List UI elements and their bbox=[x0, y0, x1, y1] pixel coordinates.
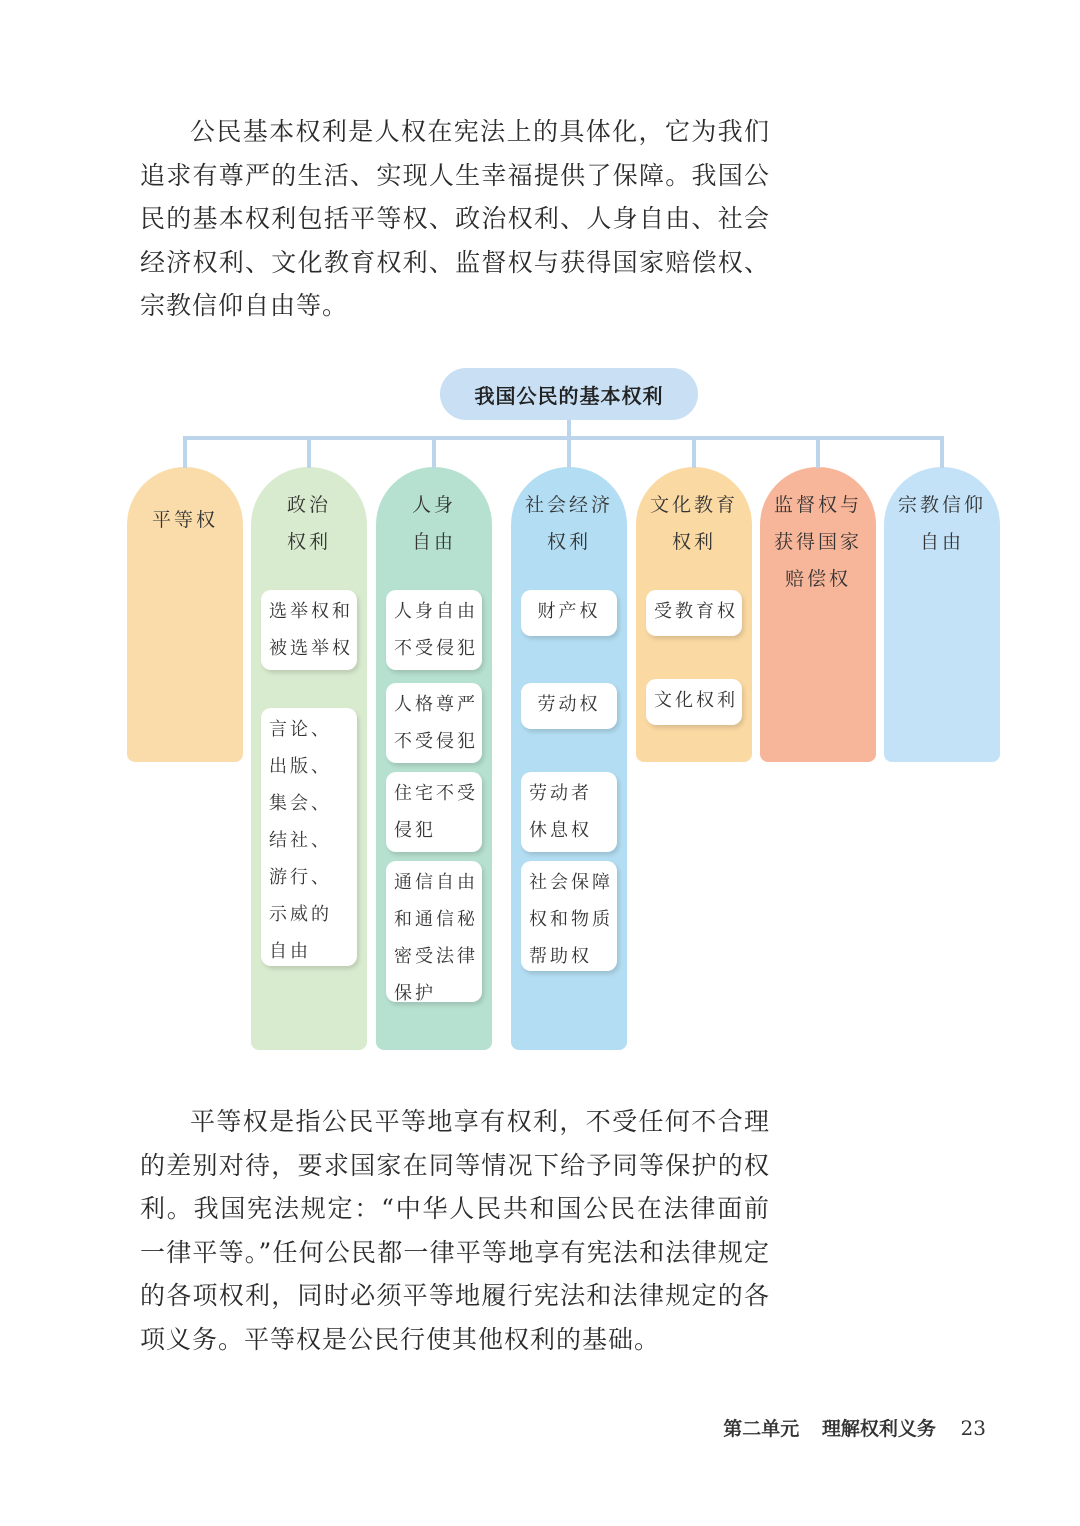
connector-drop bbox=[816, 436, 820, 468]
rights-column-title: 政治 权利 bbox=[286, 494, 331, 553]
rights-column-title: 文化教育 权利 bbox=[649, 494, 738, 553]
right-item: 言论、 出版、 集会、 结社、 游行、 示威的 自由 bbox=[261, 708, 357, 966]
rights-column bbox=[511, 467, 627, 1050]
connector-drop bbox=[567, 436, 571, 468]
page-footer bbox=[707, 1414, 986, 1441]
rights-column-title: 社会经济 权利 bbox=[524, 494, 613, 553]
right-item: 劳动权 bbox=[521, 683, 617, 729]
right-item: 人身自由 不受侵犯 bbox=[386, 590, 482, 670]
rights-column-title: 平等权 bbox=[151, 509, 218, 531]
footer-section: 理解权利义务 bbox=[821, 1418, 936, 1440]
rights-column-title: 宗教信仰 自由 bbox=[897, 494, 986, 553]
connector-horizontal bbox=[184, 436, 944, 440]
intro-paragraph: 公民基本权利是人权在宪法上的具体化，它为我们追求有尊严的生活、实现人生幸福提供了保障。我国公民的基本权利包括平等权、政治权利、人身自由、社会经济权利、文化教育权利、监督权与获得国家赔偿权、宗教信仰自由等。 bbox=[140, 117, 770, 320]
rights-column-title: 监督权与 获得国家 赔偿权 bbox=[773, 494, 862, 590]
right-item: 社会保障 权和物质 帮助权 bbox=[521, 861, 617, 971]
right-item: 财产权 bbox=[521, 590, 617, 636]
right-item: 住宅不受 侵犯 bbox=[386, 772, 482, 852]
rights-column bbox=[636, 467, 752, 762]
diagram-root-node: 我国公民的基本权利 bbox=[440, 368, 698, 420]
rights-column bbox=[376, 467, 492, 1050]
rights-column bbox=[251, 467, 367, 1050]
rights-column bbox=[884, 467, 1000, 762]
connector-drop bbox=[307, 436, 311, 468]
right-item: 受教育权 bbox=[646, 590, 742, 636]
connector-drop bbox=[940, 436, 944, 468]
rights-column bbox=[127, 467, 243, 762]
connector-drop bbox=[432, 436, 436, 468]
page-number: 23 bbox=[960, 1416, 986, 1440]
connector-drop bbox=[183, 436, 187, 468]
right-item: 劳动者 休息权 bbox=[521, 772, 617, 852]
rights-column-title: 人身 自由 bbox=[411, 494, 456, 553]
footer-unit: 第二单元 bbox=[723, 1418, 800, 1440]
rights-column bbox=[760, 467, 876, 762]
right-item: 人格尊严 不受侵犯 bbox=[386, 683, 482, 763]
equality-paragraph: 平等权是指公民平等地享有权利，不受任何不合理的差别对待，要求国家在同等情况下给予同等保护的权利。我国宪法规定：“中华人民共和国公民在法律面前一律平等。”任何公民都一律平等地享有宪法和法律规定的各项权利，同时必须平等地履行宪法和法律规定的各项义务。平等权是公民行使其他权利的基础。 bbox=[140, 1107, 770, 1354]
connector-drop bbox=[692, 436, 696, 468]
right-item: 文化权利 bbox=[646, 679, 742, 725]
right-item: 通信自由 和通信秘 密受法律 保护 bbox=[386, 861, 482, 1002]
right-item: 选举权和 被选举权 bbox=[261, 590, 357, 670]
